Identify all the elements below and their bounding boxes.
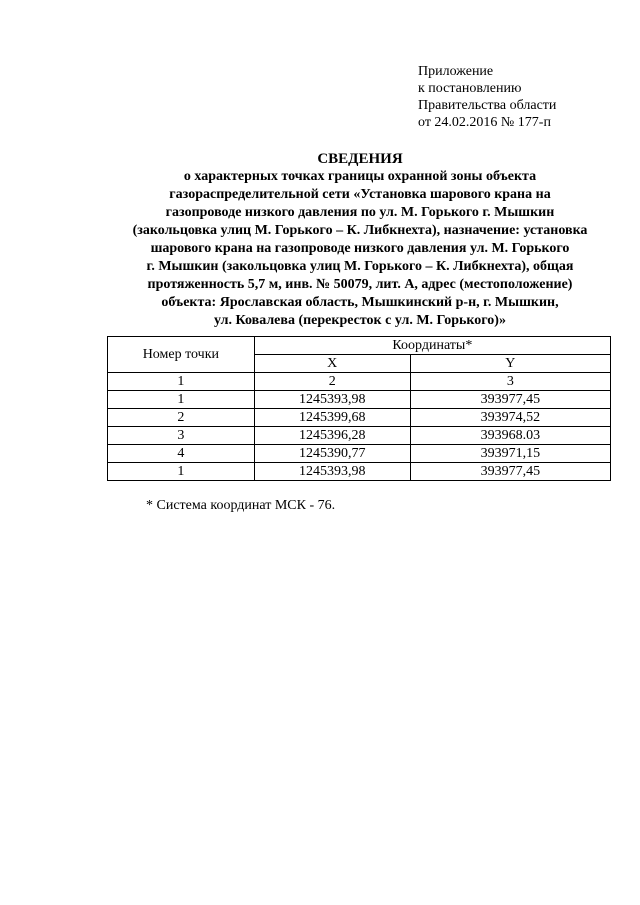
cell-y: 393977,45 [410,391,610,409]
cell-point: 3 [108,427,255,445]
heading-line: объекта: Ярославская область, Мышкинский р-н, г. Мышкин, [161,295,559,310]
table-header-row [108,337,611,355]
cell-point: 1 [108,463,255,481]
document-heading [100,150,620,330]
heading-line: шарового крана на газопроводе низкого давления ул. М. Горького [150,241,570,256]
table-row [108,463,611,481]
heading-line: о характерных точках границы охранной зоны объекта [183,169,537,184]
table-column-numbers-row [108,373,611,391]
cell-y: 393974,52 [410,409,610,427]
heading-line: газопроводе низкого давления по ул. М. Горького г. Мышкин [165,205,555,220]
table-row [108,409,611,427]
column-number: 3 [410,373,610,391]
heading-line: (закольцовка улиц М. Горького – К. Либкнехта), назначение: установка [132,223,588,238]
appendix-line: Правительства области [418,98,557,113]
cell-point: 2 [108,409,255,427]
header-y: Y [410,355,610,373]
coordinates-table [107,336,611,481]
column-number: 2 [254,373,410,391]
header-point-number: Номер точки [108,337,255,373]
cell-x: 1245396,28 [254,427,410,445]
appendix-line: к постановлению [418,81,522,96]
appendix-line: Приложение [418,64,494,79]
cell-y: 393971,15 [410,445,610,463]
cell-x: 1245399,68 [254,409,410,427]
document-title: СВЕДЕНИЯ [317,151,403,167]
appendix-note [418,63,556,131]
heading-line: ул. Ковалева (перекресток с ул. М. Горького)» [214,313,506,328]
heading-line: газораспределительной сети «Установка шарового крана на [169,187,551,202]
column-number: 1 [108,373,255,391]
heading-line: г. Мышкин (закольцовка улиц М. Горького – К. Либкнехта), общая [146,259,574,274]
header-coordinates: Координаты* [254,337,610,355]
cell-y: 393968.03 [410,427,610,445]
cell-x: 1245390,77 [254,445,410,463]
cell-point: 4 [108,445,255,463]
heading-line: протяженность 5,7 м, инв. № 50079, лит. А, адрес (местоположение) [147,277,573,292]
table-row [108,445,611,463]
cell-x: 1245393,98 [254,391,410,409]
table-row [108,427,611,445]
footnote: * Система координат МСК - 76. [146,498,336,513]
table-row [108,391,611,409]
header-x: X [254,355,410,373]
cell-y: 393977,45 [410,463,610,481]
cell-x: 1245393,98 [254,463,410,481]
appendix-line: от 24.02.2016 № 177-п [418,115,551,130]
cell-point: 1 [108,391,255,409]
